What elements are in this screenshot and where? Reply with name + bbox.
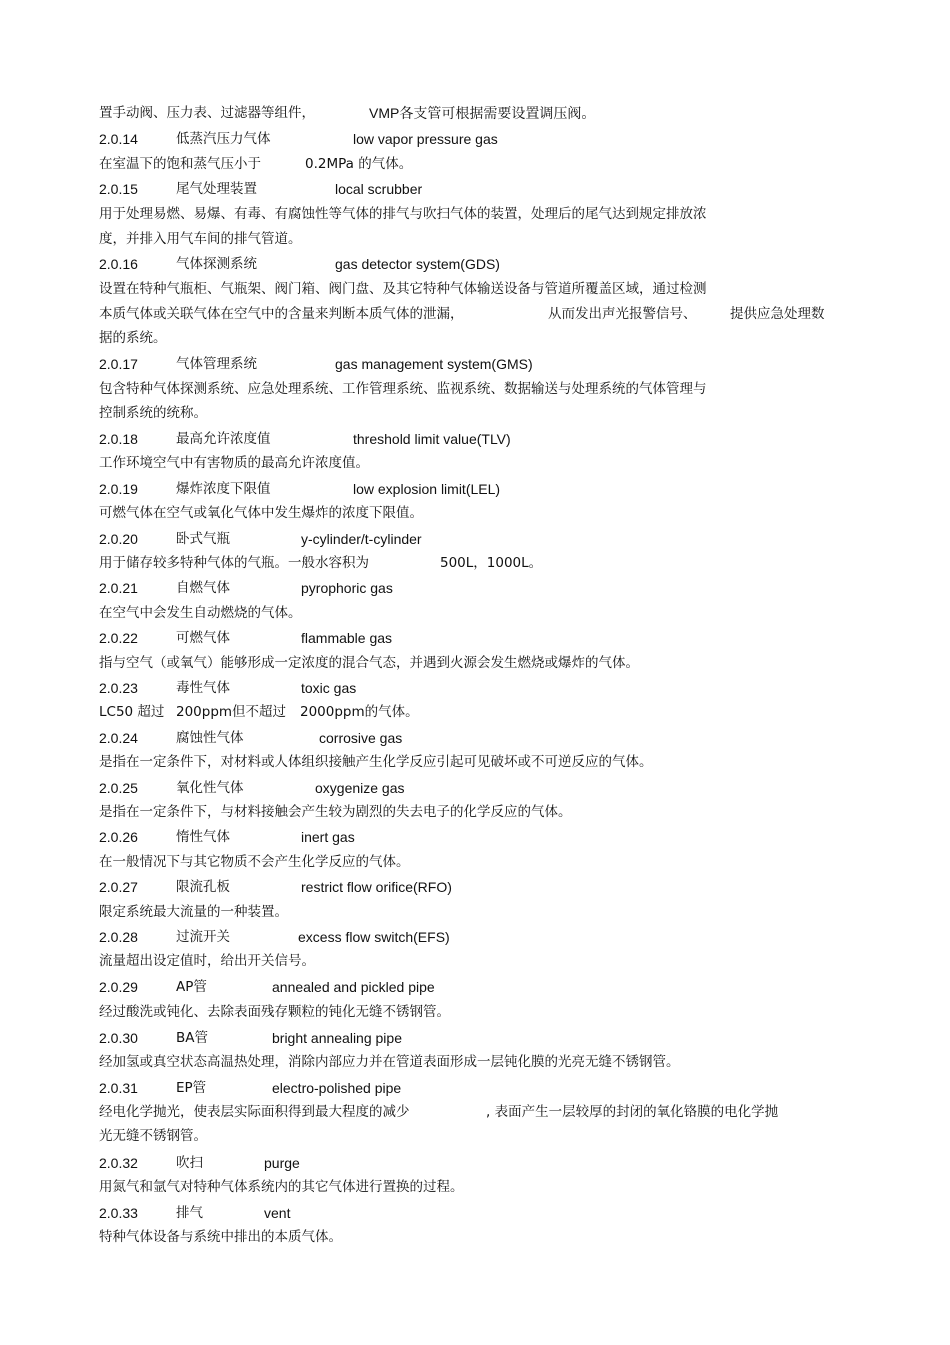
term-english: inert gas — [301, 829, 355, 845]
intro-text-part: VMP各支管可根据需要设置调压阀。 — [369, 105, 596, 121]
term-number: 2.0.16 — [99, 256, 138, 272]
definition-text: 在空气中会发生自动燃烧的气体。 — [99, 605, 302, 621]
term-english: local scrubber — [335, 181, 423, 197]
definition-text: 提供应急处理数 — [730, 306, 825, 322]
definition-text: 包含特种气体探测系统、应急处理系统、工作管理系统、监视系统、数据输送与处理系统的气体管理与 — [99, 381, 707, 397]
term-number: 2.0.26 — [99, 829, 138, 845]
definition-text: 用于储存较多特种气体的气瓶。一般水容积为 — [99, 555, 369, 571]
definition-text: 指与空气（或氧气）能够形成一定浓度的混合气态，并遇到火源会发生燃烧或爆炸的气体。 — [99, 655, 639, 671]
term-number: 2.0.25 — [99, 780, 138, 796]
definition-text: 用于处理易燃、易爆、有毒、有腐蚀性等气体的排气与吹扫气体的装置，处理后的尾气达到规定排放浓 — [99, 206, 707, 222]
intro-text-part: 置手动阀、压力表、过滤器等组件， — [99, 105, 315, 121]
term-english: gas detector system(GDS) — [335, 256, 500, 272]
term-chinese: 气体管理系统 — [176, 356, 257, 372]
term-chinese: 限流孔板 — [176, 879, 230, 895]
definition-text: 设置在特种气瓶柜、气瓶架、阀门箱、阀门盘、及其它特种气体输送设备与管道所覆盖区域，通过检测 — [99, 281, 707, 297]
term-chinese: EP管 — [176, 1080, 207, 1096]
definition-text: 0.2MPa 的气体。 — [305, 156, 413, 172]
term-chinese: 过流开关 — [176, 929, 230, 945]
term-english: excess flow switch(EFS) — [298, 929, 450, 945]
definition-text: , 表面产生一层较厚的封闭的氧化铬膜的电化学抛 — [486, 1104, 779, 1120]
term-number: 2.0.30 — [99, 1030, 138, 1046]
definition-text: 流量超出设定值时，给出开关信号。 — [99, 953, 315, 969]
term-number: 2.0.15 — [99, 181, 138, 197]
term-english: low explosion limit(LEL) — [353, 481, 501, 497]
term-english: flammable gas — [301, 630, 393, 646]
definition-text: 限定系统最大流量的一种装置。 — [99, 904, 288, 920]
term-number: 2.0.22 — [99, 630, 138, 646]
definition-text: 从而发出声光报警信号、 — [548, 306, 697, 322]
definition-text: 500L，1000L。 — [440, 555, 543, 571]
definition-text: 200ppm但不超过 — [176, 704, 287, 720]
term-chinese: 毒性气体 — [176, 680, 230, 696]
term-chinese: 吹扫 — [176, 1155, 203, 1171]
definition-text: 可燃气体在空气或氧化气体中发生爆炸的浓度下限值。 — [99, 505, 423, 521]
term-number: 2.0.21 — [99, 580, 138, 596]
term-english: purge — [264, 1155, 300, 1171]
term-chinese: 低蒸汽压力气体 — [176, 131, 271, 147]
term-chinese: BA管 — [176, 1030, 208, 1046]
definition-text: 在一般情况下与其它物质不会产生化学反应的气体。 — [99, 854, 410, 870]
term-chinese: 自燃气体 — [176, 580, 230, 596]
term-english: toxic gas — [301, 680, 357, 696]
definition-text: 在室温下的饱和蒸气压小于 — [99, 156, 261, 172]
definition-text: 是指在一定条件下，与材料接触会产生较为剧烈的失去电子的化学反应的气体。 — [99, 804, 572, 820]
definition-text: 用氮气和氩气对特种气体系统内的其它气体进行置换的过程。 — [99, 1179, 464, 1195]
term-english: electro-polished pipe — [272, 1080, 402, 1096]
term-english: restrict flow orifice(RFO) — [301, 879, 452, 895]
term-english: gas management system(GMS) — [335, 356, 533, 372]
definition-text: 特种气体设备与系统中排出的本质气体。 — [99, 1229, 342, 1245]
term-chinese: 惰性气体 — [176, 829, 230, 845]
definition-text: 本质气体或关联气体在空气中的含量来判断本质气体的泄漏， — [99, 306, 464, 322]
term-chinese: 可燃气体 — [176, 630, 230, 646]
term-english: annealed and pickled pipe — [272, 979, 435, 995]
definition-text: LC50 超过 — [99, 704, 165, 720]
definition-text: 光无缝不锈钢管。 — [99, 1128, 207, 1144]
term-number: 2.0.14 — [99, 131, 138, 147]
term-english: bright annealing pipe — [272, 1030, 402, 1046]
definition-text: 经过酸洗或钝化、去除表面残存颗粒的钝化无缝不锈钢管。 — [99, 1004, 450, 1020]
term-chinese: 气体探测系统 — [176, 256, 257, 272]
term-chinese: 卧式气瓶 — [176, 531, 230, 547]
definition-text: 是指在一定条件下，对材料或人体组织接触产生化学反应引起可见破坏或不可逆反应的气体。 — [99, 754, 653, 770]
term-english: pyrophoric gas — [301, 580, 393, 596]
term-english: vent — [264, 1205, 291, 1221]
term-english: corrosive gas — [319, 730, 403, 746]
term-number: 2.0.18 — [99, 431, 138, 447]
term-number: 2.0.29 — [99, 979, 138, 995]
term-number: 2.0.24 — [99, 730, 138, 746]
term-number: 2.0.23 — [99, 680, 138, 696]
definition-text: 据的系统。 — [99, 330, 167, 346]
term-chinese: 尾气处理装置 — [176, 181, 257, 197]
definition-text: 经加氢或真空状态高温热处理，消除内部应力并在管道表面形成一层钝化膜的光亮无缝不锈钢管。 — [99, 1054, 680, 1070]
term-number: 2.0.31 — [99, 1080, 138, 1096]
term-english: low vapor pressure gas — [353, 131, 498, 147]
definition-text: 工作环境空气中有害物质的最高允许浓度值。 — [99, 455, 369, 471]
definition-text: 2000ppm的气体。 — [300, 704, 419, 720]
definition-text: 控制系统的统称。 — [99, 405, 207, 421]
term-chinese: 氧化性气体 — [176, 780, 244, 796]
term-number: 2.0.20 — [99, 531, 138, 547]
term-number: 2.0.33 — [99, 1205, 138, 1221]
term-chinese: 最高允许浓度值 — [176, 431, 271, 447]
term-chinese: 腐蚀性气体 — [176, 730, 244, 746]
term-number: 2.0.28 — [99, 929, 138, 945]
term-number: 2.0.17 — [99, 356, 138, 372]
term-chinese: AP管 — [176, 979, 207, 995]
term-english: threshold limit value(TLV) — [353, 431, 511, 447]
term-number: 2.0.27 — [99, 879, 138, 895]
term-chinese: 排气 — [176, 1205, 203, 1221]
term-english: oxygenize gas — [315, 780, 405, 796]
term-chinese: 爆炸浓度下限值 — [176, 481, 271, 497]
definition-text: 度，并排入用气车间的排气管道。 — [99, 231, 302, 247]
term-number: 2.0.19 — [99, 481, 138, 497]
term-english: y-cylinder/t-cylinder — [301, 531, 422, 547]
definition-text: 经电化学抛光，使表层实际面积得到最大程度的减少 — [99, 1104, 410, 1120]
term-number: 2.0.32 — [99, 1155, 138, 1171]
